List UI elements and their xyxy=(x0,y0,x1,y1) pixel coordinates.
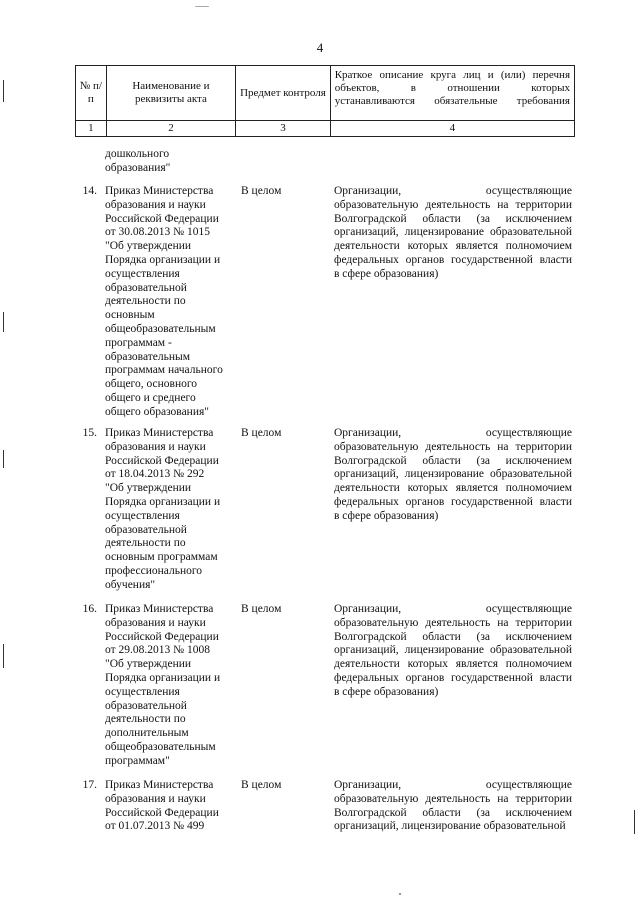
act-line: основным программам xyxy=(105,551,218,564)
row-act xyxy=(105,603,235,769)
act-line: общеобразовательным xyxy=(105,740,216,753)
description-line: организаций, лицензирование образовательной xyxy=(334,820,566,833)
description-line: в сфере образования) xyxy=(334,685,439,698)
header-col-act: Наименование и реквизиты акта xyxy=(106,66,236,121)
act-line: программам" xyxy=(105,754,170,767)
header-num-3: 3 xyxy=(236,121,330,137)
act-line: образовательной xyxy=(105,281,187,294)
description-line: образовательную деятельность на территории xyxy=(334,198,572,211)
act-line: Приказ Министерства xyxy=(105,427,214,439)
row-description xyxy=(334,779,572,834)
description-line: деятельности которых является полномочием xyxy=(334,240,572,253)
description-line: в сфере образования) xyxy=(334,267,439,280)
header-num-1: 1 xyxy=(76,121,107,137)
table-header xyxy=(75,65,575,137)
row-description xyxy=(334,603,572,700)
row-number: 14. xyxy=(82,185,97,197)
header-desc-line: Краткое описание круга лиц и (или) перечня xyxy=(334,69,570,81)
row-description xyxy=(334,185,572,282)
row-number: 15. xyxy=(82,427,97,439)
description-line: федеральных органов государственной власти xyxy=(334,495,572,508)
description-line: организаций, лицензирование образовательной xyxy=(334,644,572,657)
description-line: в сфере образования) xyxy=(334,509,439,522)
header-col-subject: Предмет контроля xyxy=(236,66,330,121)
act-line: Российской Федерации xyxy=(105,454,219,467)
act-line: образования и науки xyxy=(105,792,206,805)
continuation-text xyxy=(105,148,170,176)
header-num-4: 4 xyxy=(330,121,574,137)
act-line: "Об утверждении xyxy=(105,240,192,253)
row-subject: В целом xyxy=(241,603,282,615)
act-line: общего образования" xyxy=(105,405,209,418)
act-line: от 30.08.2013 № 1015 xyxy=(105,226,210,239)
act-line: обучения" xyxy=(105,578,156,591)
scan-speck xyxy=(195,6,209,7)
act-line: деятельности по xyxy=(105,713,186,726)
act-line: от 18.04.2013 № 292 xyxy=(105,468,205,481)
description-line: Организации, осуществляющие xyxy=(334,427,572,439)
act-line: Приказ Министерства xyxy=(105,779,214,791)
act-line: Приказ Министерства xyxy=(105,603,214,615)
act-line: программам начального xyxy=(105,364,223,377)
act-line: деятельности по xyxy=(105,537,186,550)
act-line: Российской Федерации xyxy=(105,212,219,225)
description-line: организаций, лицензирование образовательной xyxy=(334,468,572,481)
act-line: образовательной xyxy=(105,523,187,536)
act-line: Российской Федерации xyxy=(105,630,219,643)
act-line: Порядка организации и xyxy=(105,671,221,684)
description-line: организаций, лицензирование образовательной xyxy=(334,226,572,239)
continuation-line: дошкольного xyxy=(105,148,170,160)
act-line: основным xyxy=(105,309,155,322)
description-line: Волгоградской области (за исключением xyxy=(334,454,572,467)
row-subject: В целом xyxy=(241,779,282,791)
act-line: образовательным xyxy=(105,350,191,363)
act-line: Приказ Министерства xyxy=(105,185,214,197)
act-line: дополнительным xyxy=(105,727,189,740)
act-line: Российской Федерации xyxy=(105,806,219,819)
act-line: "Об утверждении xyxy=(105,658,192,671)
act-line: деятельности по xyxy=(105,295,186,308)
scan-margin-mark xyxy=(3,644,4,668)
act-line: от 29.08.2013 № 1008 xyxy=(105,644,210,657)
act-line: общеобразовательным xyxy=(105,322,216,335)
act-line: программам - xyxy=(105,336,172,349)
description-line: Организации, осуществляющие xyxy=(334,185,572,197)
act-line: образования и науки xyxy=(105,440,206,453)
scan-speck xyxy=(399,893,401,895)
row-act xyxy=(105,427,235,593)
row-description xyxy=(334,427,572,524)
header-desc-line: объектов, в отношении которых xyxy=(334,82,570,94)
scan-margin-mark xyxy=(3,312,4,332)
row-subject: В целом xyxy=(241,427,282,439)
description-line: образовательную деятельность на территории xyxy=(334,792,572,805)
description-line: Волгоградской области (за исключением xyxy=(334,806,572,819)
description-line: Организации, осуществляющие xyxy=(334,779,572,791)
description-line: деятельности которых является полномочием xyxy=(334,658,572,671)
row-subject: В целом xyxy=(241,185,282,197)
act-line: общего, основного xyxy=(105,378,198,391)
scan-margin-mark xyxy=(3,80,4,102)
description-line: Волгоградской области (за исключением xyxy=(334,212,572,225)
act-line: образования и науки xyxy=(105,198,206,211)
description-line: образовательную деятельность на территории xyxy=(334,440,572,453)
continuation-line: образования" xyxy=(105,161,171,174)
description-line: федеральных органов государственной власти xyxy=(334,253,572,266)
header-desc-line: устанавливаются обязательные требования xyxy=(334,95,570,107)
row-act xyxy=(105,779,235,834)
header-num-2: 2 xyxy=(106,121,236,137)
scan-margin-mark xyxy=(3,450,4,468)
act-line: "Об утверждении xyxy=(105,482,192,495)
act-line: осуществления xyxy=(105,509,180,522)
description-line: Организации, осуществляющие xyxy=(334,603,572,615)
act-line: Порядка организации и xyxy=(105,495,221,508)
page-number: 4 xyxy=(316,40,324,55)
description-line: деятельности которых является полномочием xyxy=(334,482,572,495)
description-line: Волгоградской области (за исключением xyxy=(334,630,572,643)
row-act xyxy=(105,185,235,420)
row-number: 16. xyxy=(82,603,97,615)
description-line: образовательную деятельность на территории xyxy=(334,616,572,629)
scan-margin-mark xyxy=(634,810,635,834)
act-line: осуществления xyxy=(105,685,180,698)
act-line: осуществления xyxy=(105,267,180,280)
description-line: федеральных органов государственной власти xyxy=(334,671,572,684)
act-line: образования и науки xyxy=(105,616,206,629)
row-number: 17. xyxy=(82,779,97,791)
act-line: общего и среднего xyxy=(105,391,196,404)
header-col-description xyxy=(330,66,574,121)
act-line: Порядка организации и xyxy=(105,253,221,266)
header-col-number: № п/п xyxy=(76,66,107,121)
act-line: образовательной xyxy=(105,699,187,712)
act-line: от 01.07.2013 № 499 xyxy=(105,820,205,833)
act-line: профессионального xyxy=(105,564,203,577)
